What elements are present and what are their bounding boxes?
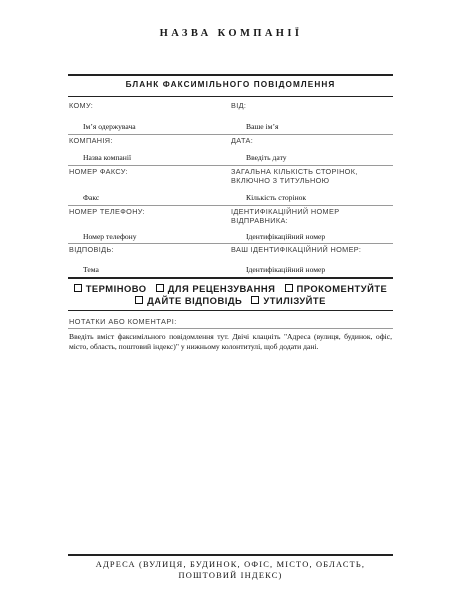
form-title: БЛАНК ФАКСИМІЛЬНОГО ПОВІДОМЛЕННЯ — [125, 80, 336, 89]
your-id-field[interactable]: Ідентифікаційний номер — [246, 265, 326, 274]
title-top-rule — [68, 74, 393, 76]
sender-id-field[interactable]: Ідентифікаційний номер — [246, 232, 326, 241]
row-divider — [68, 134, 393, 135]
phone-label: НОМЕР ТЕЛЕФОНУ: — [69, 207, 146, 216]
checkbox-please-recycle[interactable] — [251, 295, 326, 306]
checkbox-icon[interactable] — [156, 284, 164, 292]
subject-field[interactable]: Тема — [83, 265, 99, 274]
title-bottom-rule — [68, 96, 393, 97]
from-label: ВІД: — [231, 101, 247, 110]
checkbox-label: ТЕРМІНОВО — [85, 283, 147, 294]
pages-label-line1: ЗАГАЛЬНА КІЛЬКІСТЬ СТОРІНОК, — [231, 167, 358, 176]
notes-divider — [68, 328, 393, 329]
fax-label: НОМЕР ФАКСУ: — [69, 167, 128, 176]
checkbox-urgent[interactable] — [74, 283, 147, 294]
notes-label: НОТАТКИ АБО КОМЕНТАРІ: — [69, 317, 177, 326]
pages-label-line2: ВКЛЮЧНО З ТИТУЛЬНОЮ — [231, 176, 330, 185]
checkbox-icon[interactable] — [74, 284, 82, 292]
checkbox-for-review[interactable] — [156, 283, 276, 294]
checkbox-icon[interactable] — [251, 296, 259, 304]
checkbox-icon[interactable] — [135, 296, 143, 304]
date-label: ДАТА: — [231, 136, 254, 145]
fax-body-text[interactable]: Введіть вміст факсимільного повідомлення тут. Двічі клацніть "Адреса (вулиця, будинок, офіс, місто, область, поштовий індекс)" у нижньому колонтитулі, щоб додати дані. — [69, 332, 392, 352]
sender-id-label-line2: ВІДПРАВНИКА: — [231, 216, 289, 225]
row-divider — [68, 243, 393, 244]
sender-name-field[interactable]: Ваше ім’я — [246, 122, 279, 131]
checkbox-label: ДАЙТЕ ВІДПОВІДЬ — [147, 295, 243, 306]
page-count-field[interactable]: Кількість сторінок — [246, 193, 307, 202]
footer-address[interactable] — [68, 559, 393, 581]
sender-id-label-line1: ІДЕНТИФІКАЦІЙНИЙ НОМЕР — [231, 207, 340, 216]
re-label: ВІДПОВІДЬ: — [69, 245, 114, 254]
footer-address-line1: АДРЕСА (ВУЛИЦЯ, БУДИНОК, ОФІС, МІСТО, ОБЛАСТЬ, — [95, 560, 366, 569]
recipient-name-field[interactable]: Ім’я одержувача — [83, 122, 136, 131]
checkbox-icon[interactable] — [285, 284, 293, 292]
row-divider — [68, 165, 393, 166]
phone-number-field[interactable]: Номер телефону — [83, 232, 137, 241]
fax-number-field[interactable]: Факс — [83, 193, 100, 202]
company-name[interactable]: НАЗВА КОМПАНІЇ — [159, 28, 303, 39]
your-id-label: ВАШ ІДЕНТИФІКАЦІЙНИЙ НОМЕР: — [231, 245, 362, 254]
footer-rule — [68, 554, 393, 556]
to-label: КОМУ: — [69, 101, 94, 110]
date-field[interactable]: Введіть дату — [246, 153, 287, 162]
row-divider — [68, 205, 393, 206]
checkbox-label: ПРОКОМЕНТУЙТЕ — [296, 283, 388, 294]
checkbox-please-reply[interactable] — [135, 295, 242, 306]
company-label: КОМПАНІЯ: — [69, 136, 113, 145]
company-name-field[interactable]: Назва компанії — [83, 153, 132, 162]
checks-bottom-rule — [68, 310, 393, 311]
checkbox-group — [68, 283, 393, 307]
footer-address-line2: ПОШТОВИЙ ІНДЕКС) — [178, 571, 283, 580]
checkbox-label: ДЛЯ РЕЦЕНЗУВАННЯ — [167, 283, 276, 294]
checkbox-please-comment[interactable] — [285, 283, 388, 294]
checks-top-rule — [68, 277, 393, 279]
checkbox-label: УТИЛІЗУЙТЕ — [263, 295, 326, 306]
